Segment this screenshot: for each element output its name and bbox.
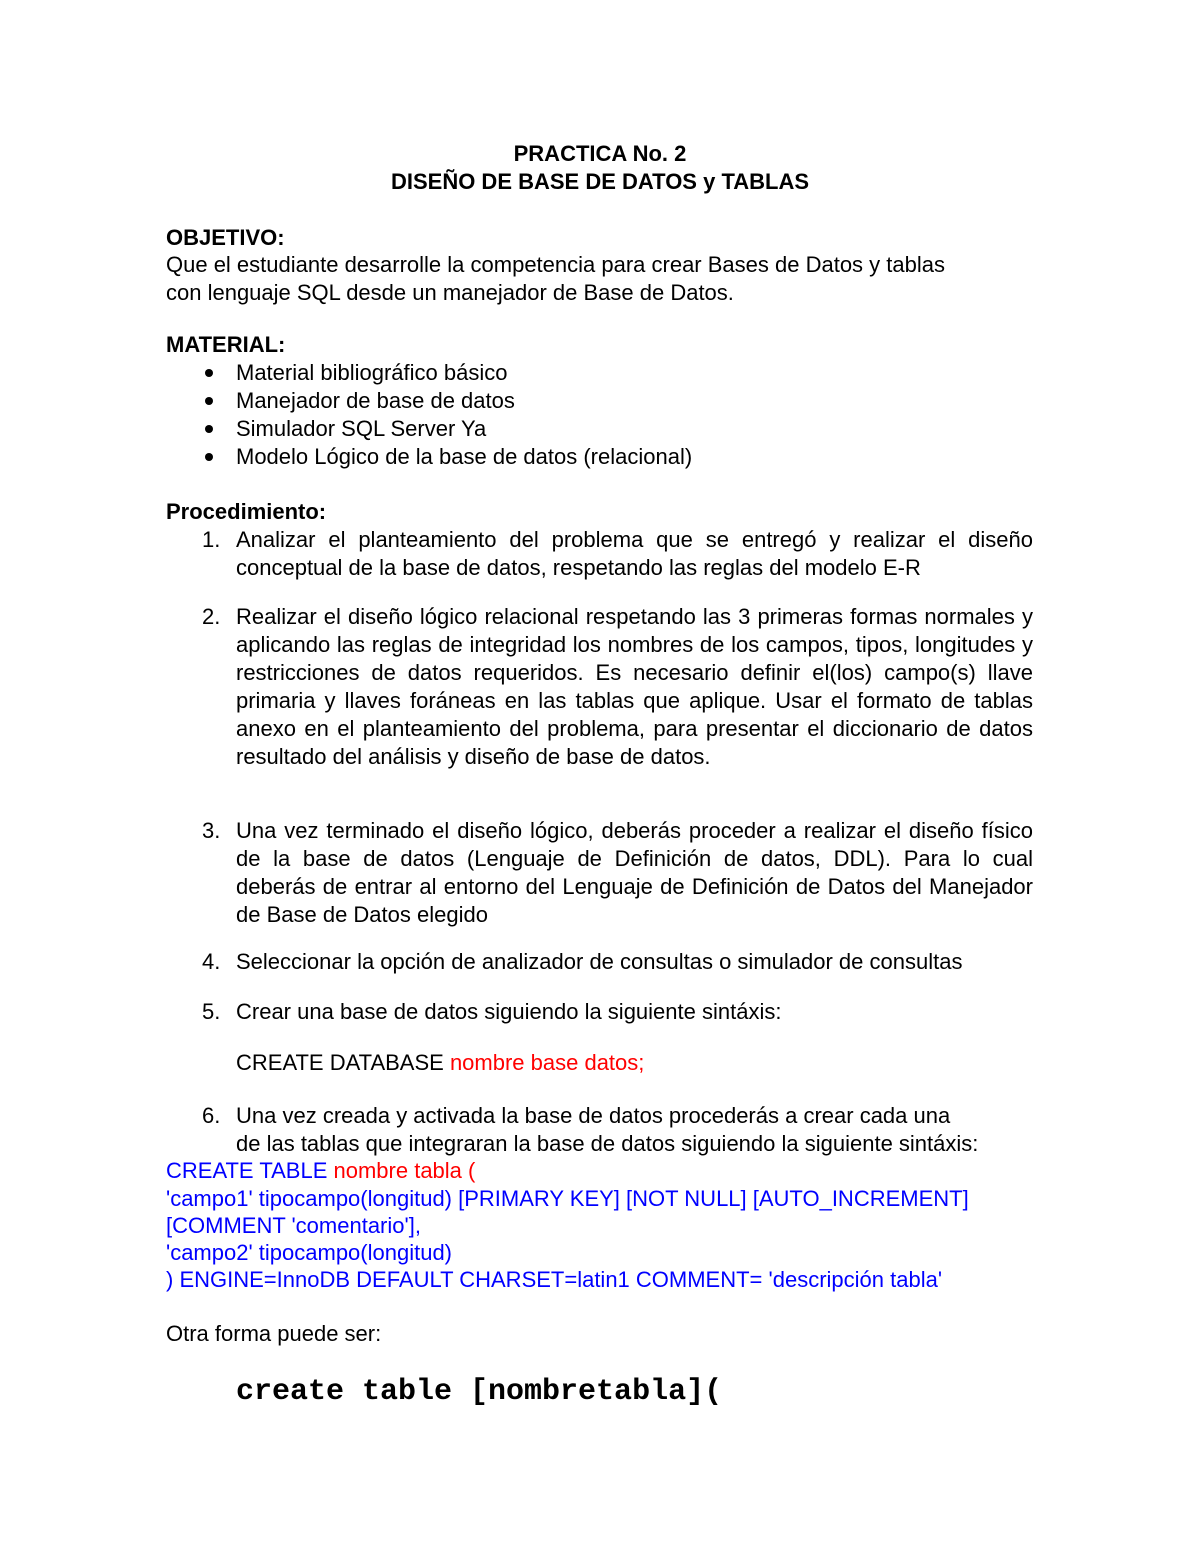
create-table-name: nombre tabla (: [333, 1158, 476, 1183]
step-text: Crear una base de datos siguiendo la siguiente sintáxis:: [236, 999, 782, 1024]
step-number: 5.: [202, 999, 221, 1024]
step-text: Seleccionar la opción de analizador de consultas o simulador de consultas: [236, 949, 963, 974]
alt-syntax-code: create table [nombretabla](: [236, 1375, 723, 1409]
material-item: Modelo Lógico de la base de datos (relacional): [236, 444, 693, 469]
bullet-icon: [205, 397, 213, 405]
document-subtitle: DISEÑO DE BASE DE DATOS y TABLAS: [390, 169, 810, 194]
create-table-line4: 'campo2' tipocampo(longitud): [166, 1240, 452, 1265]
objetivo-text-line1: Que el estudiante desarrolle la competencia para crear Bases de Datos y tablas: [166, 252, 945, 277]
create-table-line1: [166, 1157, 475, 1185]
step-text: Realizar el diseño lógico relacional respetando las 3 primeras formas normales y aplicando las reglas de integridad los nombres de los campos, tipos, longitudes y restricciones de datos requeridos. Es necesario definir el(los) campo(s) llave primaria y llaves foráneas en las tablas que aplique. Usar el formato de tablas anexo en el planteamiento del problema, para presentar el diccionario de datos resultado del análisis y diseño de base de datos.: [236, 604, 1033, 769]
bullet-icon: [205, 369, 213, 377]
step-number: 3.: [202, 818, 221, 843]
create-database-syntax: [236, 1049, 644, 1077]
create-table-keyword: CREATE TABLE: [166, 1158, 334, 1183]
objetivo-text-line2: con lenguaje SQL desde un manejador de Base de Datos.: [166, 280, 734, 305]
material-item: Simulador SQL Server Ya: [236, 416, 487, 441]
step-text: Una vez terminado el diseño lógico, deberás proceder a realizar el diseño físico de la base de datos (Lenguaje de Definición de datos, DDL). Para lo cual deberás de entrar al entorno del Lenguaje de Definición de Datos del Manejador de Base de Datos elegido: [236, 818, 1033, 927]
step-text: Analizar el planteamiento del problema que se entregó y realizar el diseño conceptual de la base de datos, respetando las reglas del modelo E-R: [236, 527, 1033, 580]
step-text-line2: de las tablas que integraran la base de datos siguiendo la siguiente sintáxis:: [236, 1131, 979, 1156]
create-table-line2: 'campo1' tipocampo(longitud) [PRIMARY KEY] [NOT NULL] [AUTO_INCREMENT]: [166, 1186, 969, 1211]
create-table-line5: ) ENGINE=InnoDB DEFAULT CHARSET=latin1 COMMENT= 'descripción tabla': [166, 1267, 943, 1292]
create-database-name: nombre base datos;: [449, 1050, 645, 1075]
objetivo-heading: OBJETIVO:: [166, 225, 285, 250]
material-item: Manejador de base de datos: [236, 388, 515, 413]
step-number: 4.: [202, 949, 221, 974]
create-database-keyword: CREATE DATABASE: [236, 1050, 450, 1075]
material-item: Material bibliográfico básico: [236, 360, 508, 385]
bullet-icon: [205, 453, 213, 461]
step-text-line1: Una vez creada y activada la base de datos procederás a crear cada una: [236, 1103, 951, 1128]
bullet-icon: [205, 425, 213, 433]
otra-forma-text: Otra forma puede ser:: [166, 1321, 382, 1346]
material-heading: MATERIAL:: [166, 332, 286, 357]
document-title: PRACTICA No. 2: [513, 141, 687, 166]
procedimiento-heading: Procedimiento:: [166, 499, 327, 524]
step-number: 2.: [202, 604, 221, 629]
step-number: 6.: [202, 1103, 221, 1128]
step-number: 1.: [202, 527, 221, 552]
create-table-line3: [COMMENT 'comentario'],: [166, 1213, 421, 1238]
